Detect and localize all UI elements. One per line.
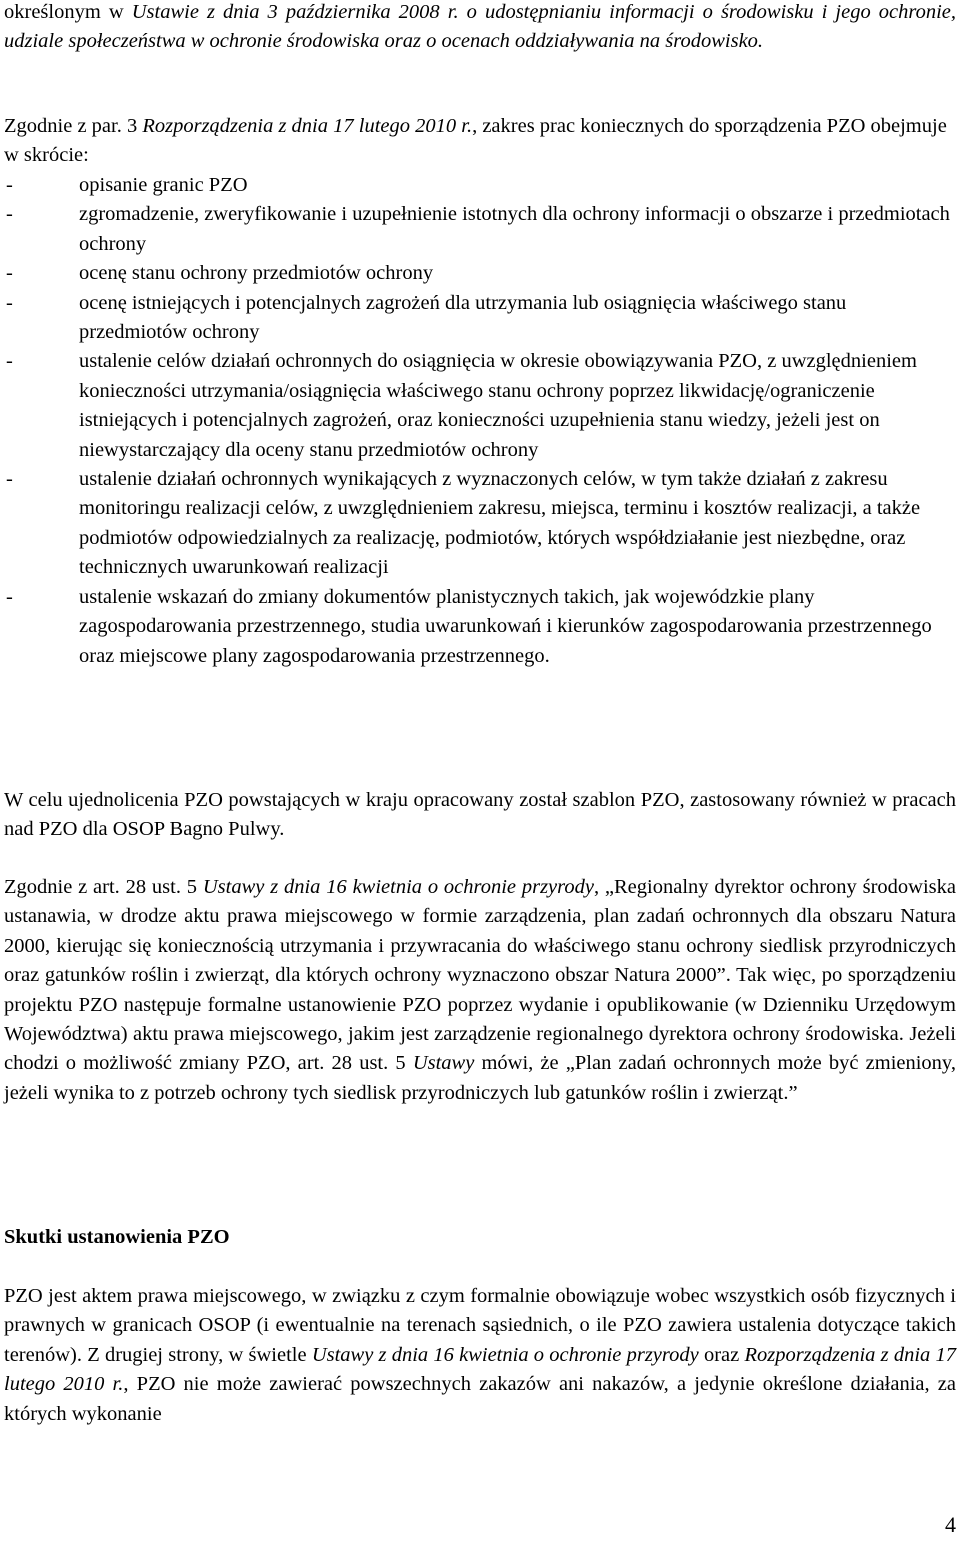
page-number: 4 <box>945 1512 956 1537</box>
list-item-text: zgromadzenie, zweryfikowanie i uzupełnienie istotnych dla ochrony informacji o obszarze i przedmiotach ochrony <box>79 203 950 255</box>
dash-bullet: - <box>6 291 13 314</box>
italic-law-reference: Ustawie z dnia 3 października 2008 r. o udostępnianiu informacji o środowisku i jego ochronie, udziale społeczeństwa w ochronie środowiska oraz o ocenach oddziaływania na środowisko. <box>4 1 956 53</box>
paragraph-effects <box>4 1282 956 1429</box>
list-item <box>4 259 956 288</box>
list-item <box>4 347 956 465</box>
italic-regulation-reference: Rozporządzenia z dnia 17 lutego 2010 r. <box>142 115 473 137</box>
paragraph-text: W celu ujednolicenia PZO powstających w kraju opracowany został szablon PZO, zastosowany również w pracach nad PZO dla OSOP Bagno Pulwy. <box>4 789 956 841</box>
dash-bullet: - <box>6 468 13 491</box>
list-item-text: opisanie granic PZO <box>79 174 248 196</box>
text-run: Zgodnie z art. 28 ust. 5 <box>4 876 203 898</box>
list-item <box>4 465 956 583</box>
section-heading <box>4 1223 956 1252</box>
paragraph-intro-continuation <box>4 0 956 57</box>
list-item-text: ustalenie działań ochronnych wynikających z wyznaczonych celów, w tym także działań z zakresu monitoringu realizacji celów, z uwzględnieniem zakresu, miejsca, terminu i kosztów realizacji, a także podmiotów odpowiedzialnych za realizację, podmiotów, których współdziałanie jest niezbędne, oraz technicznych uwarunkowań realizacji <box>79 468 921 579</box>
list-item-text: ocenę stanu ochrony przedmiotów ochrony <box>79 262 434 285</box>
dash-bullet: - <box>6 585 13 608</box>
list-item-text: ocenę istniejących i potencjalnych zagrożeń dla utrzymania lub osiągnięcia właściwego stanu przedmiotów ochrony <box>79 291 847 344</box>
italic-law-reference: Ustawy z dnia 16 kwietnia o ochronie przyrody <box>202 876 594 898</box>
text-run: , zakres prac koniecznych do sporządzenia PZO obejmuje w skrócie: <box>4 115 947 167</box>
list-item <box>4 200 956 259</box>
paragraph-legal-basis <box>4 873 956 1108</box>
text-run: mówi, że „Plan zadań ochronnych może być zmieniony, jeżeli wynika to z potrzeb ochrony tych siedlisk przyrodniczych lub gatunków roślin i zwierząt.” <box>4 1052 956 1104</box>
text-run: , „Regionalny dyrektor ochrony środowiska ustanawia, w drodze aktu prawa miejscowego w formie zarządzenia, plan zadań ochronnych dla obszaru Natura 2000, kierując się koniecznością utrzymania i przywracania do właściwego stanu ochrony siedlisk przyrodniczych oraz gatunków roślin i zwierząt, dla których ochrony wyznaczono obszar Natura 2000”. Tak więc, po sporządzeniu projektu PZO następuje formalne ustanowienie PZO poprzez wydanie i opublikowanie (w Dzienniku Urzędowym Województwa) aktu prawa miejscowego, jakim jest zarządzenie regionalnego dyrektora ochrony środowiska. Jeżeli chodzi o możliwość zmiany PZO, art. 28 ust. 5 <box>4 876 956 1075</box>
text-run: określonym w <box>4 1 132 23</box>
list-item-text: ustalenie wskazań do zmiany dokumentów planistycznych takich, jak wojewódzkie plany zagospodarowania przestrzennego, studia uwarunkowań i kierunków zagospodarowania przestrzennego oraz miejscowe plany zagospodarowania przestrzennego. <box>79 585 932 667</box>
dash-bullet: - <box>6 350 13 373</box>
dash-bullet: - <box>6 203 13 226</box>
italic-law-reference: Ustawy <box>412 1052 475 1075</box>
list-item <box>4 583 956 671</box>
italic-regulation-reference: Rozporządzenia z dnia 17 lutego 2010 r. <box>4 1343 956 1396</box>
dash-bullet: - <box>6 174 13 196</box>
text-run: PZO jest aktem prawa miejscowego, w związku z czym formalnie obowiązuje wobec wszystkich osób fizycznych i prawnych w granicach OSOP (i ewentualnie na terenach sąsiednich, o ile PZO zawiera ustalenia dotyczące takich terenów). Z drugiej strony, w świetle <box>4 1285 956 1366</box>
text-run: oraz <box>698 1343 745 1366</box>
list-item <box>4 289 956 348</box>
text-run: Zgodnie z par. 3 <box>4 115 143 137</box>
list-item-text: ustalenie celów działań ochronnych do osiągnięcia w okresie obowiązywania PZO, z uwzględnieniem konieczności utrzymania/osiągnięcia właściwego stanu ochrony poprzez likwidację/ograniczenie istniejących i potencjalnych zagrożeń, oraz konieczności uzupełnienia stanu wiedzy, jeżeli jest on niewystarczający dla oceny stanu przedmiotów ochrony <box>79 350 917 461</box>
heading-text: Skutki ustanowienia PZO <box>4 1226 230 1248</box>
paragraph-scope <box>4 112 956 171</box>
list-item <box>4 171 956 200</box>
italic-law-reference: Ustawy z dnia 16 kwietnia o ochronie przyrody <box>311 1343 699 1366</box>
paragraph-template <box>4 786 956 845</box>
dash-bullet: - <box>6 262 13 285</box>
text-run: , PZO nie może zawierać powszechnych zakazów ani nakazów, a jedynie określone działania, za których wykonanie <box>4 1373 957 1425</box>
scope-list <box>4 171 956 671</box>
